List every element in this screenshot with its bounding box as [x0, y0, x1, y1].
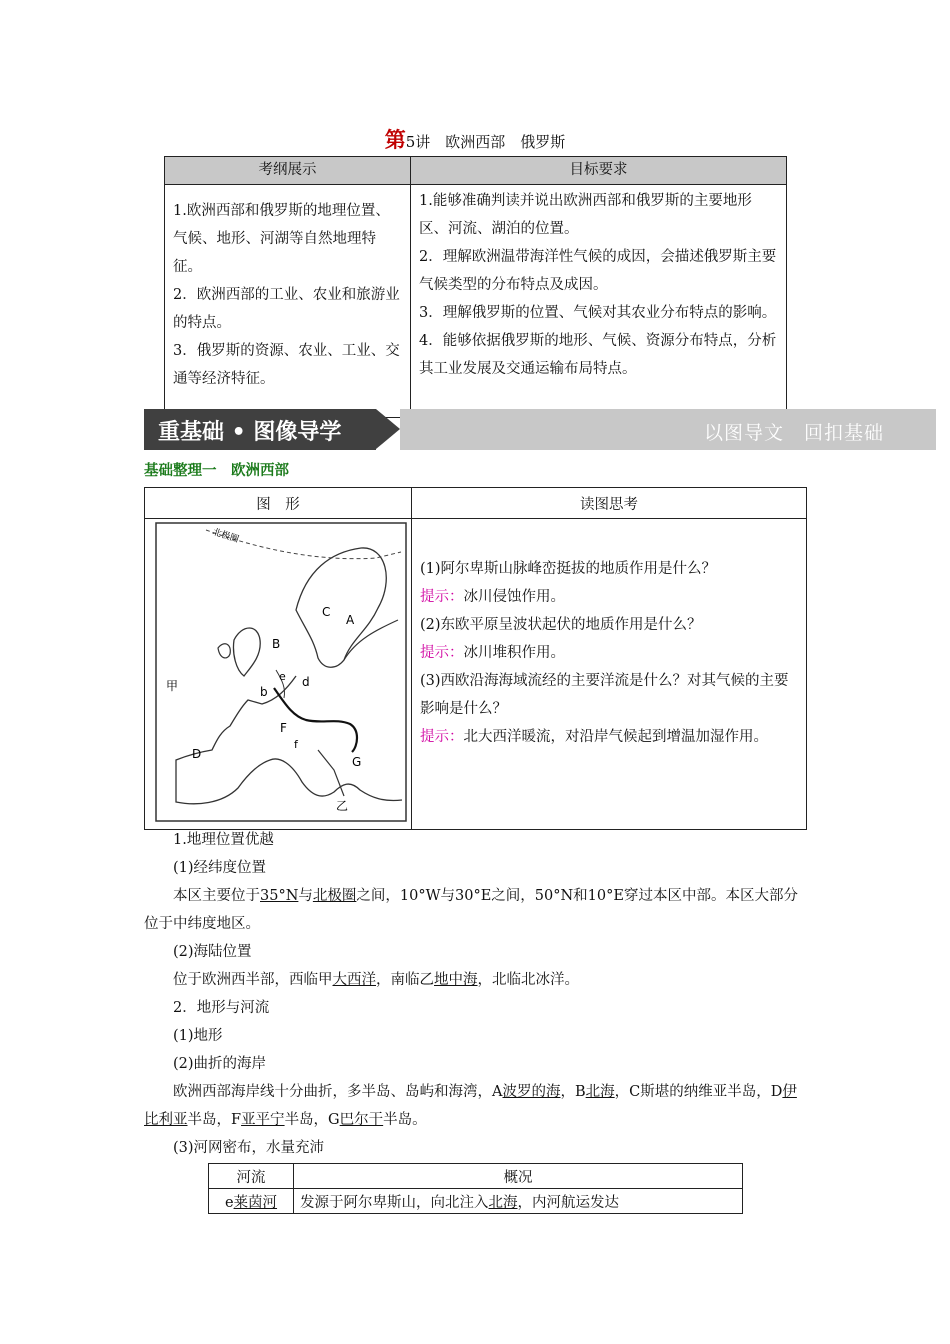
outline-left-item: 3．俄罗斯的资源、农业、工业、交通等经济特征。 [173, 343, 400, 387]
qa-question: (2)东欧平原呈波状起伏的地质作用是什么？ [420, 617, 702, 633]
outline-right-item: 4．能够依据俄罗斯的地形、气候、资源分布特点，分析其工业发展及交通运输布局特点。 [419, 333, 777, 377]
outline-header-left: 考纲展示 [165, 157, 411, 185]
content-body [144, 826, 807, 1162]
subheading: (2)海陆位置 [173, 944, 252, 960]
figure-table [144, 487, 807, 830]
banner-left-text: 重基础 • 图像导学 [158, 420, 342, 445]
paragraph-coastline: 欧洲西部海岸线十分曲折，多半岛、岛屿和海湾，A波罗的海，B北海，C斯堪的纳维亚半岛，D伊比利亚半岛，F亚平宁半岛，G巴尔干半岛。 [144, 1084, 797, 1128]
qa-answer: 冰川侵蚀作用。 [463, 589, 565, 605]
section-banner [144, 409, 936, 450]
paragraph-sea-land: 位于欧洲西半部，西临甲大西洋，南临乙地中海，北临北冰洋。 [173, 972, 579, 988]
map-label-D: D [192, 747, 202, 761]
qa-answer: 冰川堆积作用。 [463, 645, 565, 661]
paragraph-lat-long: 本区主要位于35°N与北极圈之间，10°W与30°E之间，50°N和10°E穿过本区中部。本区大部分位于中纬度地区。 [144, 888, 798, 932]
qa-cell [412, 519, 807, 830]
map-label-f: f [294, 738, 298, 751]
subheading: (1)地形 [173, 1028, 223, 1044]
qa-answer: 北大西洋暖流，对沿岸气候起到增温加湿作用。 [463, 729, 768, 745]
map-label-A: A [346, 613, 355, 627]
banner-right-text: 以图导文 回扣基础 [703, 422, 884, 444]
river-overview-cell: 发源于阿尔卑斯山，向北注入北海，内河航运发达 [294, 1189, 743, 1214]
map-label-yi: 乙 [336, 799, 349, 813]
map-cell [145, 519, 412, 830]
figure-header-left: 图 形 [145, 488, 412, 519]
section-title: 基础整理一 欧洲西部 [144, 463, 289, 479]
outline-left-cell [165, 185, 411, 418]
qa-question: (1)阿尔卑斯山脉峰峦挺拔的地质作用是什么？ [420, 561, 717, 577]
river-name-cell: e莱茵河 [209, 1189, 294, 1214]
outline-header-right: 目标要求 [411, 157, 787, 185]
outline-right-cell [411, 185, 787, 418]
outline-left-item: 2．欧洲西部的工业、农业和旅游业的特点。 [173, 287, 400, 331]
title-text: 5讲 欧洲西部 俄罗斯 [405, 133, 566, 151]
table-row [209, 1189, 743, 1214]
figure-header-right: 读图思考 [412, 488, 807, 519]
subheading: (1)经纬度位置 [173, 860, 267, 876]
title-prefix: 第 [384, 128, 406, 152]
hint-label: 提示： [420, 589, 464, 605]
map-label-jia: 甲 [166, 679, 179, 693]
map-label-B: B [272, 637, 281, 651]
qa-question: (3)西欧沿海海域流经的主要洋流是什么？对其气候的主要影响是什么？ [420, 673, 789, 717]
hint-label: 提示： [420, 645, 464, 661]
subheading: (2)曲折的海岸 [173, 1056, 267, 1072]
heading: 2．地形与河流 [173, 1000, 270, 1016]
map-label-F: F [280, 721, 287, 735]
subheading: (3)河网密布，水量充沛 [173, 1140, 325, 1156]
map-label-G: G [352, 755, 362, 769]
outline-left-item: 1.欧洲西部和俄罗斯的地理位置、气候、地形、河湖等自然地理特征。 [173, 203, 390, 275]
outline-right-item: 3．理解俄罗斯的位置、气候对其农业分布特点的影响。 [419, 305, 777, 321]
outline-right-item: 2．理解欧洲温带海洋性气候的成因，会描述俄罗斯主要气候类型的分布特点及成因。 [419, 249, 777, 293]
heading: 1.地理位置优越 [173, 832, 274, 848]
outline-table [164, 156, 787, 418]
river-header-overview: 概况 [294, 1164, 743, 1189]
map-label-C: C [322, 605, 331, 619]
page-title [0, 124, 950, 154]
map-label-b: b [260, 685, 268, 699]
hint-label: 提示： [420, 729, 464, 745]
europe-map [146, 520, 408, 828]
map-label-d: d [302, 675, 310, 689]
outline-right-item: 1.能够准确判读并说出欧洲西部和俄罗斯的主要地形区、河流、湖泊的位置。 [419, 193, 752, 237]
map-label-e: e [279, 670, 286, 683]
river-table [208, 1163, 743, 1214]
map-label-arctic: 北极圈 [211, 527, 240, 546]
river-header-name: 河流 [209, 1164, 294, 1189]
